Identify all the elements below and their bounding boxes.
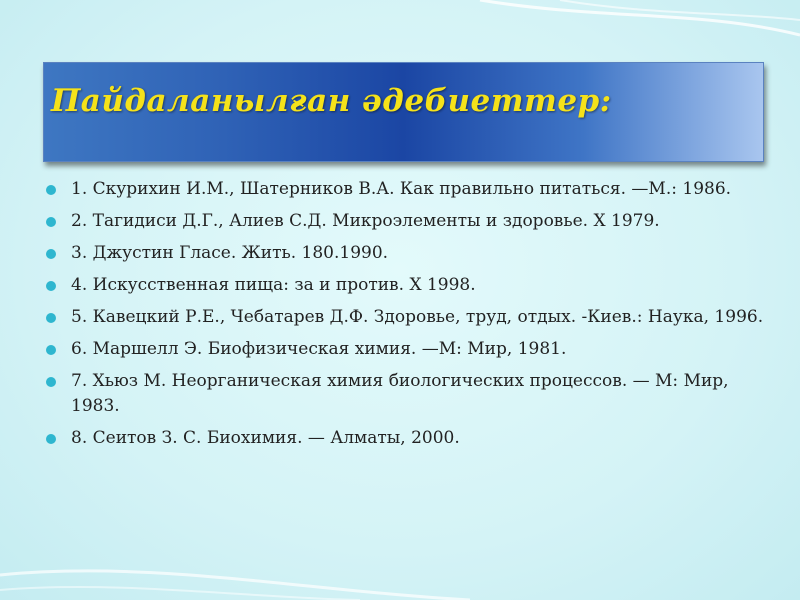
reference-text: 2. Тагидиси Д.Г., Алиев С.Д. Микроэлементы и здоровье. Х 1979. <box>71 211 660 231</box>
reference-text: 1. Скурихин И.М., Шатерников В.А. Как правильно питаться. —М.: 1986. <box>71 179 732 199</box>
reference-item <box>46 177 766 202</box>
reference-text: 6. Маршелл Э. Биофизическая химия. —М: Мир, 1981. <box>71 339 567 359</box>
title-banner <box>43 62 764 162</box>
bullet-icon <box>46 249 56 259</box>
bullet-icon <box>46 377 56 387</box>
reference-item <box>46 337 766 362</box>
bullet-icon <box>46 281 56 291</box>
bullet-icon <box>46 345 56 355</box>
reference-item <box>46 426 766 451</box>
slide-title: Пайдаланылған әдебиеттер: <box>51 83 612 119</box>
reference-text: 8. Сеитов З. С. Биохимия. — Алматы, 2000. <box>71 428 460 448</box>
bullet-icon <box>46 313 56 323</box>
reference-item <box>46 241 766 266</box>
reference-text: 3. Джустин Гласе. Жить. 180.1990. <box>71 243 389 263</box>
bullet-icon <box>46 217 56 227</box>
reference-text: 5. Кавецкий Р.Е., Чебатарев Д.Ф. Здоровье, труд, отдых. -Киев.: Наука, 1996. <box>71 307 764 327</box>
bullet-icon <box>46 434 56 444</box>
reference-item <box>46 305 766 330</box>
reference-list <box>46 177 766 458</box>
reference-item <box>46 369 766 419</box>
bullet-icon <box>46 185 56 195</box>
reference-item <box>46 273 766 298</box>
reference-text: 4. Искусственная пища: за и против. Х 1998. <box>71 275 476 295</box>
reference-text: 7. Хьюз М. Неорганическая химия биологических процессов. — М: Мир, 1983. <box>71 371 729 416</box>
reference-item <box>46 209 766 234</box>
